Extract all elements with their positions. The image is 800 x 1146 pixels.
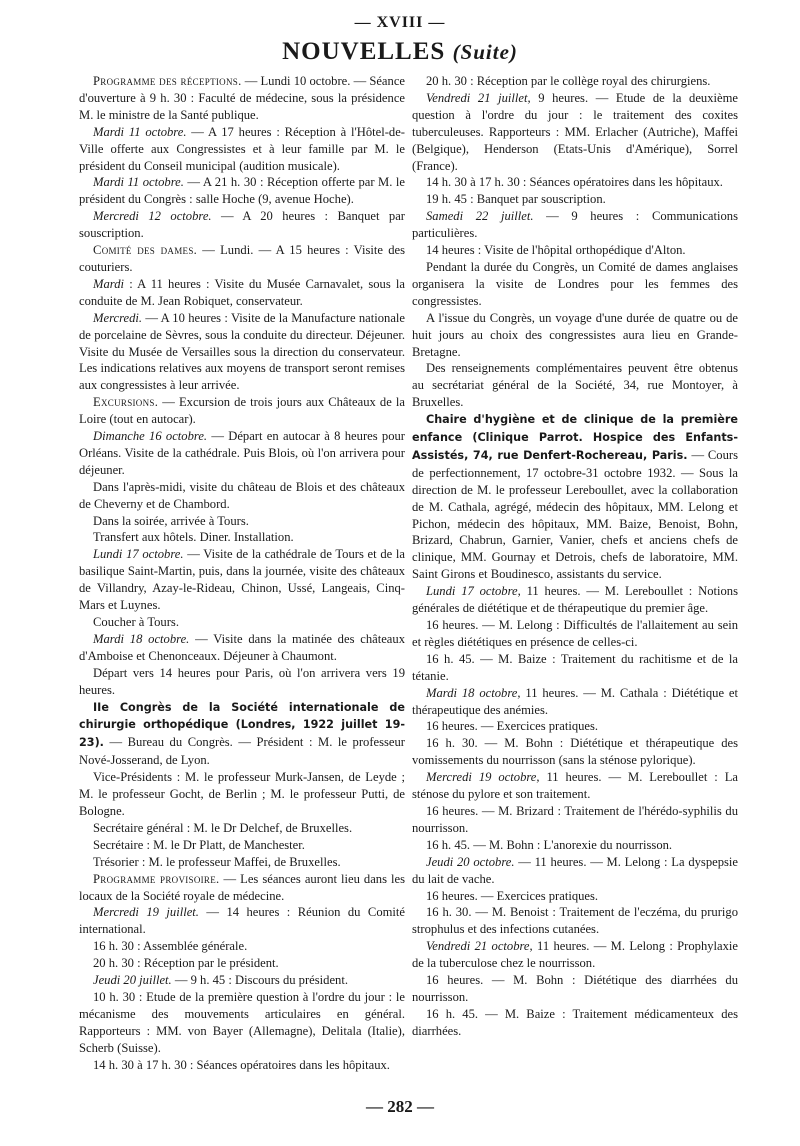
paragraph-lead: Mercredi. — [93, 310, 143, 325]
paragraph — [412, 1006, 738, 1040]
paragraph-lead: Comité des dames. — [93, 243, 198, 258]
paragraph — [412, 651, 738, 685]
paragraph — [412, 259, 738, 310]
page-title — [0, 38, 800, 66]
paragraph-lead: Mardi — [93, 276, 125, 291]
paragraph — [79, 972, 405, 989]
paragraph-text: Pendant la durée du Congrès, un Comité de dames anglaises organisera la visite de Londres pour les femmes des congressistes. — [412, 259, 738, 308]
left-column — [79, 73, 405, 1073]
paragraph-text: 16 h. 30 : Assemblée générale. — [93, 939, 248, 954]
paragraph-text: — A 17 heures : Réception à l'Hôtel-de-Ville offerte aux Congressistes et à leur famille par M. le président du Conseil municipal (audition musicale). — [79, 124, 405, 173]
paragraph — [79, 955, 405, 972]
paragraph-lead: Vendredi 21 juillet, — [426, 90, 531, 105]
paragraph-text: Secrétaire : M. le Dr Platt, de Manchester. — [93, 837, 305, 852]
paragraph-text: Départ vers 14 heures pour Paris, où l'on arrivera vers 19 heures. — [79, 665, 405, 697]
paragraph — [79, 614, 405, 631]
paragraph — [79, 871, 405, 905]
paragraph — [79, 174, 405, 208]
paragraph — [412, 310, 738, 361]
paragraph — [412, 73, 738, 90]
paragraph — [412, 854, 738, 888]
paragraph-lead: Mercredi 19 octobre, — [426, 770, 540, 785]
paragraph — [412, 938, 738, 972]
paragraph — [412, 411, 738, 583]
paragraph-text: — Visite dans la matinée des châteaux d'Amboise et Chenonceaux. Déjeuner à Chaumont. — [79, 631, 405, 663]
paragraph-text: — Lundi. — A 15 heures : Visite des couturiers. — [79, 243, 405, 274]
paragraph — [79, 820, 405, 837]
paragraph — [79, 854, 405, 871]
paragraph-text: : A 11 heures : Visite du Musée Carnavalet, sous la conduite de M. Jean Robiquet, conservateur. — [79, 276, 405, 308]
paragraph — [79, 631, 405, 665]
paragraph — [79, 124, 405, 175]
paragraph-text: 20 h. 30 : Réception par le président. — [93, 956, 279, 971]
paragraph-lead: Vendredi 21 octobre, — [426, 939, 533, 954]
paragraph — [79, 479, 405, 513]
paragraph-text: 16 h. 45. — M. Bohn : L'anorexie du nourrisson. — [426, 837, 673, 852]
paragraph — [79, 1057, 405, 1074]
paragraph-lead: Programme des réceptions. — [93, 74, 242, 88]
paragraph — [79, 310, 405, 395]
paragraph-text: Des renseignements complémentaires peuvent être obtenus au secrétariat général de la Société, 34, rue Montoyer, à Bruxelles. — [412, 361, 738, 410]
paragraph — [79, 904, 405, 938]
paragraph — [79, 989, 405, 1057]
paragraph — [412, 583, 738, 617]
paragraph — [412, 769, 738, 803]
paragraph — [79, 938, 405, 955]
paragraph-text: — Les séances auront lieu dans les locaux de la Société royale de médecine. — [79, 871, 406, 903]
paragraph — [79, 665, 405, 699]
paragraph-text: 9 heures. — Etude de la deuxième question à l'ordre du jour : le traitement des coxites tuberculeuses. Rapporteurs : MM. Erlacher (Autriche), Maffei (Belgique), Henderson (Etats-Unis d'Amérique), Sorrel (France). — [412, 90, 738, 173]
paragraph-text: Transfert aux hôtels. Diner. Installation. — [93, 530, 294, 545]
right-column — [412, 73, 738, 1040]
paragraph-lead: Mardi 11 octobre. — [93, 124, 187, 139]
paragraph — [79, 394, 405, 428]
paragraph — [412, 837, 738, 854]
title-main: NOUVELLES — [282, 38, 446, 65]
paragraph — [412, 191, 738, 208]
paragraph — [79, 208, 405, 242]
paragraph — [79, 546, 405, 614]
paragraph — [412, 617, 738, 651]
paragraph-lead: Programme provisoire. — [93, 871, 220, 886]
paragraph-lead: Dimanche 16 octobre. — [93, 429, 208, 444]
paragraph — [412, 685, 738, 719]
paragraph-text: — Bureau du Congrès. — Président : M. le professeur Nové-Josserand, de Lyon. — [79, 735, 405, 768]
paragraph-text: Coucher à Tours. — [93, 615, 179, 629]
page-number: — 282 — — [366, 1097, 434, 1116]
paragraph — [412, 208, 738, 242]
paragraph-lead: Jeudi 20 octobre. — [426, 854, 515, 869]
paragraph-text: 11 heures. — M. Lelong : Prophylaxie de la tuberculose chez le nourrisson. — [412, 939, 739, 971]
paragraph-text: — Départ en autocar à 8 heures pour Orléans. Visite de la cathédrale. Puis Blois, où l'on arrivera pour déjeuner. — [79, 429, 405, 477]
paragraph-lead: Excursions. — [93, 395, 159, 410]
paragraph — [79, 699, 405, 770]
paragraph-text: 16 heures. — Exercices pratiques. — [426, 888, 599, 903]
paragraph-text: — Cours de perfectionnement, 17 octobre-31 octobre 1932. — Sous la direction de M. le professeur Lereboullet, avec la collaboration de M. Cathala, agrégé, médecin des hôpitaux, MM. Lelong et Pichon, médecin des hôpitaux, MM. Baize, Benoist, Bohn, Brizard, Chabrun, Garnier, Vanier, chefs et anciens chefs de clinique, MM. Gournay et Detrois, chefs de laboratoire, MM. Saint Girons et Boudinesco, assistants du service. — [412, 447, 738, 582]
paragraph-text: Vice-Présidents : M. le professeur Murk-Jansen, de Leyde ; M. le professeur Gocht, de Berlin ; M. le professeur Putti, de Bologne. — [79, 770, 405, 818]
paragraph-text: — 9 h. 45 : Discours du président. — [171, 973, 348, 988]
paragraph-lead: Lundi 17 octobre, — [426, 584, 521, 599]
page-header-mark: — XVIII — — [354, 14, 446, 31]
paragraph-text: 14 h. 30 à 17 h. 30 : Séances opératoires dans les hôpitaux. — [426, 175, 723, 190]
paragraph-text: 16 heures. — M. Bohn : Diététique des diarrhées du nourrisson. — [412, 973, 738, 1004]
paragraph-text: Dans la soirée, arrivée à Tours. — [93, 513, 249, 528]
paragraph-text: 14 h. 30 à 17 h. 30 : Séances opératoires dans les hôpitaux. — [93, 1057, 390, 1072]
paragraph-text: A l'issue du Congrès, un voyage d'une durée de quatre ou de huit jours au choix des congressistes aura lieu en Grande-Bretagne. — [412, 310, 738, 359]
paragraph-text: 16 heures. — M. Lelong : Difficultés de l'allaitement au sein et règles diététiques en présence de celles-ci. — [412, 618, 738, 649]
paragraph-lead: Mercredi 12 octobre. — [93, 209, 212, 224]
paragraph-text: — 14 heures : Réunion du Comité international. — [79, 905, 405, 937]
paragraph — [79, 513, 405, 530]
paragraph-lead: Mercredi 19 juillet. — [93, 905, 199, 920]
paragraph-text: 20 h. 30 : Réception par le collège royal des chirurgiens. — [426, 74, 711, 88]
paragraph — [412, 718, 738, 735]
paragraph — [412, 174, 738, 191]
paragraph-text: — 11 heures. — M. Lelong : La dyspepsie du lait de vache. — [412, 854, 738, 886]
title-suite: (Suite) — [452, 40, 518, 64]
paragraph — [412, 888, 738, 905]
paragraph-lead: Lundi 17 octobre. — [93, 547, 184, 562]
paragraph — [79, 276, 405, 310]
paragraph-text: — Lundi 10 octobre. — Séance d'ouverture à 9 h. 30 : Faculté de médecine, sous la présidence M. le ministre de la Santé publique. — [79, 74, 405, 122]
paragraph — [79, 529, 405, 546]
paragraph-lead: Mardi 11 octobre. — [93, 175, 184, 190]
paragraph-text: 16 h. 45. — M. Baize : Traitement du rachitisme et de la tétanie. — [412, 651, 738, 683]
paragraph-text: 14 heures : Visite de l'hôpital orthopédique d'Alton. — [426, 243, 686, 258]
paragraph-text: — A 21 h. 30 : Réception offerte par M. le président du Congrès : salle Hoche (9, avenue Hoche). — [79, 175, 406, 207]
paragraph-text: 11 heures. — M. Lereboullet : La sténose du pylore et son traitement. — [412, 770, 738, 802]
paragraph-text: — A 10 heures : Visite de la Manufacture nationale de porcelaine de Sèvres, sous la conduite du directeur. Déjeuner. Visite du Musée de Versailles sous la direction du conservateur. Les indications relatives aux moyens de transport seront remises aux congressistes à leur arrivée. — [79, 310, 405, 393]
paragraph-text: 11 heures. — M. Lereboullet : Notions générales de diététique et de thérapeutique du premier âge. — [412, 584, 738, 616]
paragraph-text: 16 h. 45. — M. Baize : Traitement médicamenteux des diarrhées. — [412, 1006, 738, 1038]
paragraph-text: Trésorier : M. le professeur Maffei, de Bruxelles. — [93, 854, 341, 869]
paragraph — [79, 428, 405, 479]
paragraph-text: 16 heures. — Exercices pratiques. — [426, 719, 599, 734]
paragraph-text: 16 h. 30. — M. Benoist : Traitement de l'eczéma, du prurigo strophulus et des infections cutanées. — [412, 905, 738, 937]
paragraph-lead: Chaire d'hygiène et de clinique de la première enfance (Clinique Parrot. Hospice des Enfants-Assistés, 74, rue Denfert-Rochereau, Paris. — [412, 413, 738, 462]
paragraph-text: Secrétaire général : M. le Dr Delchef, de Bruxelles. — [93, 820, 353, 835]
paragraph — [79, 769, 405, 820]
paragraph — [79, 73, 405, 124]
paragraph-lead: Samedi 22 juillet. — [426, 209, 534, 224]
paragraph-text: — Visite de la cathédrale de Tours et de la basilique Saint-Martin, puis, dans la journée, visite des châteaux de Villandry, Azay-le-Rideau, Chinon, Ussé, Langeais, Cinq-Mars et Luynes. — [79, 547, 405, 613]
paragraph — [79, 837, 405, 854]
paragraph-lead: Mardi 18 octobre, — [426, 685, 521, 700]
paragraph — [79, 242, 405, 276]
paragraph-text: — 9 heures : Communications particulières. — [412, 209, 738, 241]
paragraph-text: 16 h. 30. — M. Bohn : Diététique et thérapeutique des vomissements du nourrisson (sans la sténose pylorique). — [412, 736, 738, 768]
paragraph-text: — A 20 heures : Banquet par souscription. — [79, 209, 405, 241]
paragraph-text: 11 heures. — M. Cathala : Diététique et thérapeutique des anémies. — [412, 685, 739, 717]
paragraph — [412, 735, 738, 769]
paragraph — [412, 90, 738, 175]
paragraph-text: 10 h. 30 : Etude de la première question à l'ordre du jour : le mécanisme des mouvements articulaires en général. Rapporteurs : MM. von Bayer (Allemagne), Delitala (Italie), Scherb (Suisse). — [79, 989, 405, 1055]
paragraph-text: 19 h. 45 : Banquet par souscription. — [426, 192, 606, 207]
paragraph-text: Dans l'après-midi, visite du château de Blois et des châteaux de Cheverny et de Chambord. — [79, 479, 405, 511]
paragraph — [412, 360, 738, 411]
paragraph — [412, 803, 738, 837]
paragraph-lead: IIe Congrès de la Société internationale de chirurgie orthopédique (Londres, 1922 juillet 19-23). — [79, 700, 405, 750]
paragraph-text: 16 heures. — M. Brizard : Traitement de l'hérédo-syphilis du nourrisson. — [412, 803, 738, 835]
paragraph — [412, 242, 738, 259]
paragraph — [412, 972, 738, 1006]
paragraph — [412, 904, 738, 938]
paragraph-lead: Jeudi 20 juillet. — [93, 973, 172, 988]
paragraph-text: — Excursion de trois jours aux Châteaux de la Loire (tout en autocar). — [79, 395, 405, 427]
paragraph-lead: Mardi 18 octobre. — [93, 631, 190, 646]
